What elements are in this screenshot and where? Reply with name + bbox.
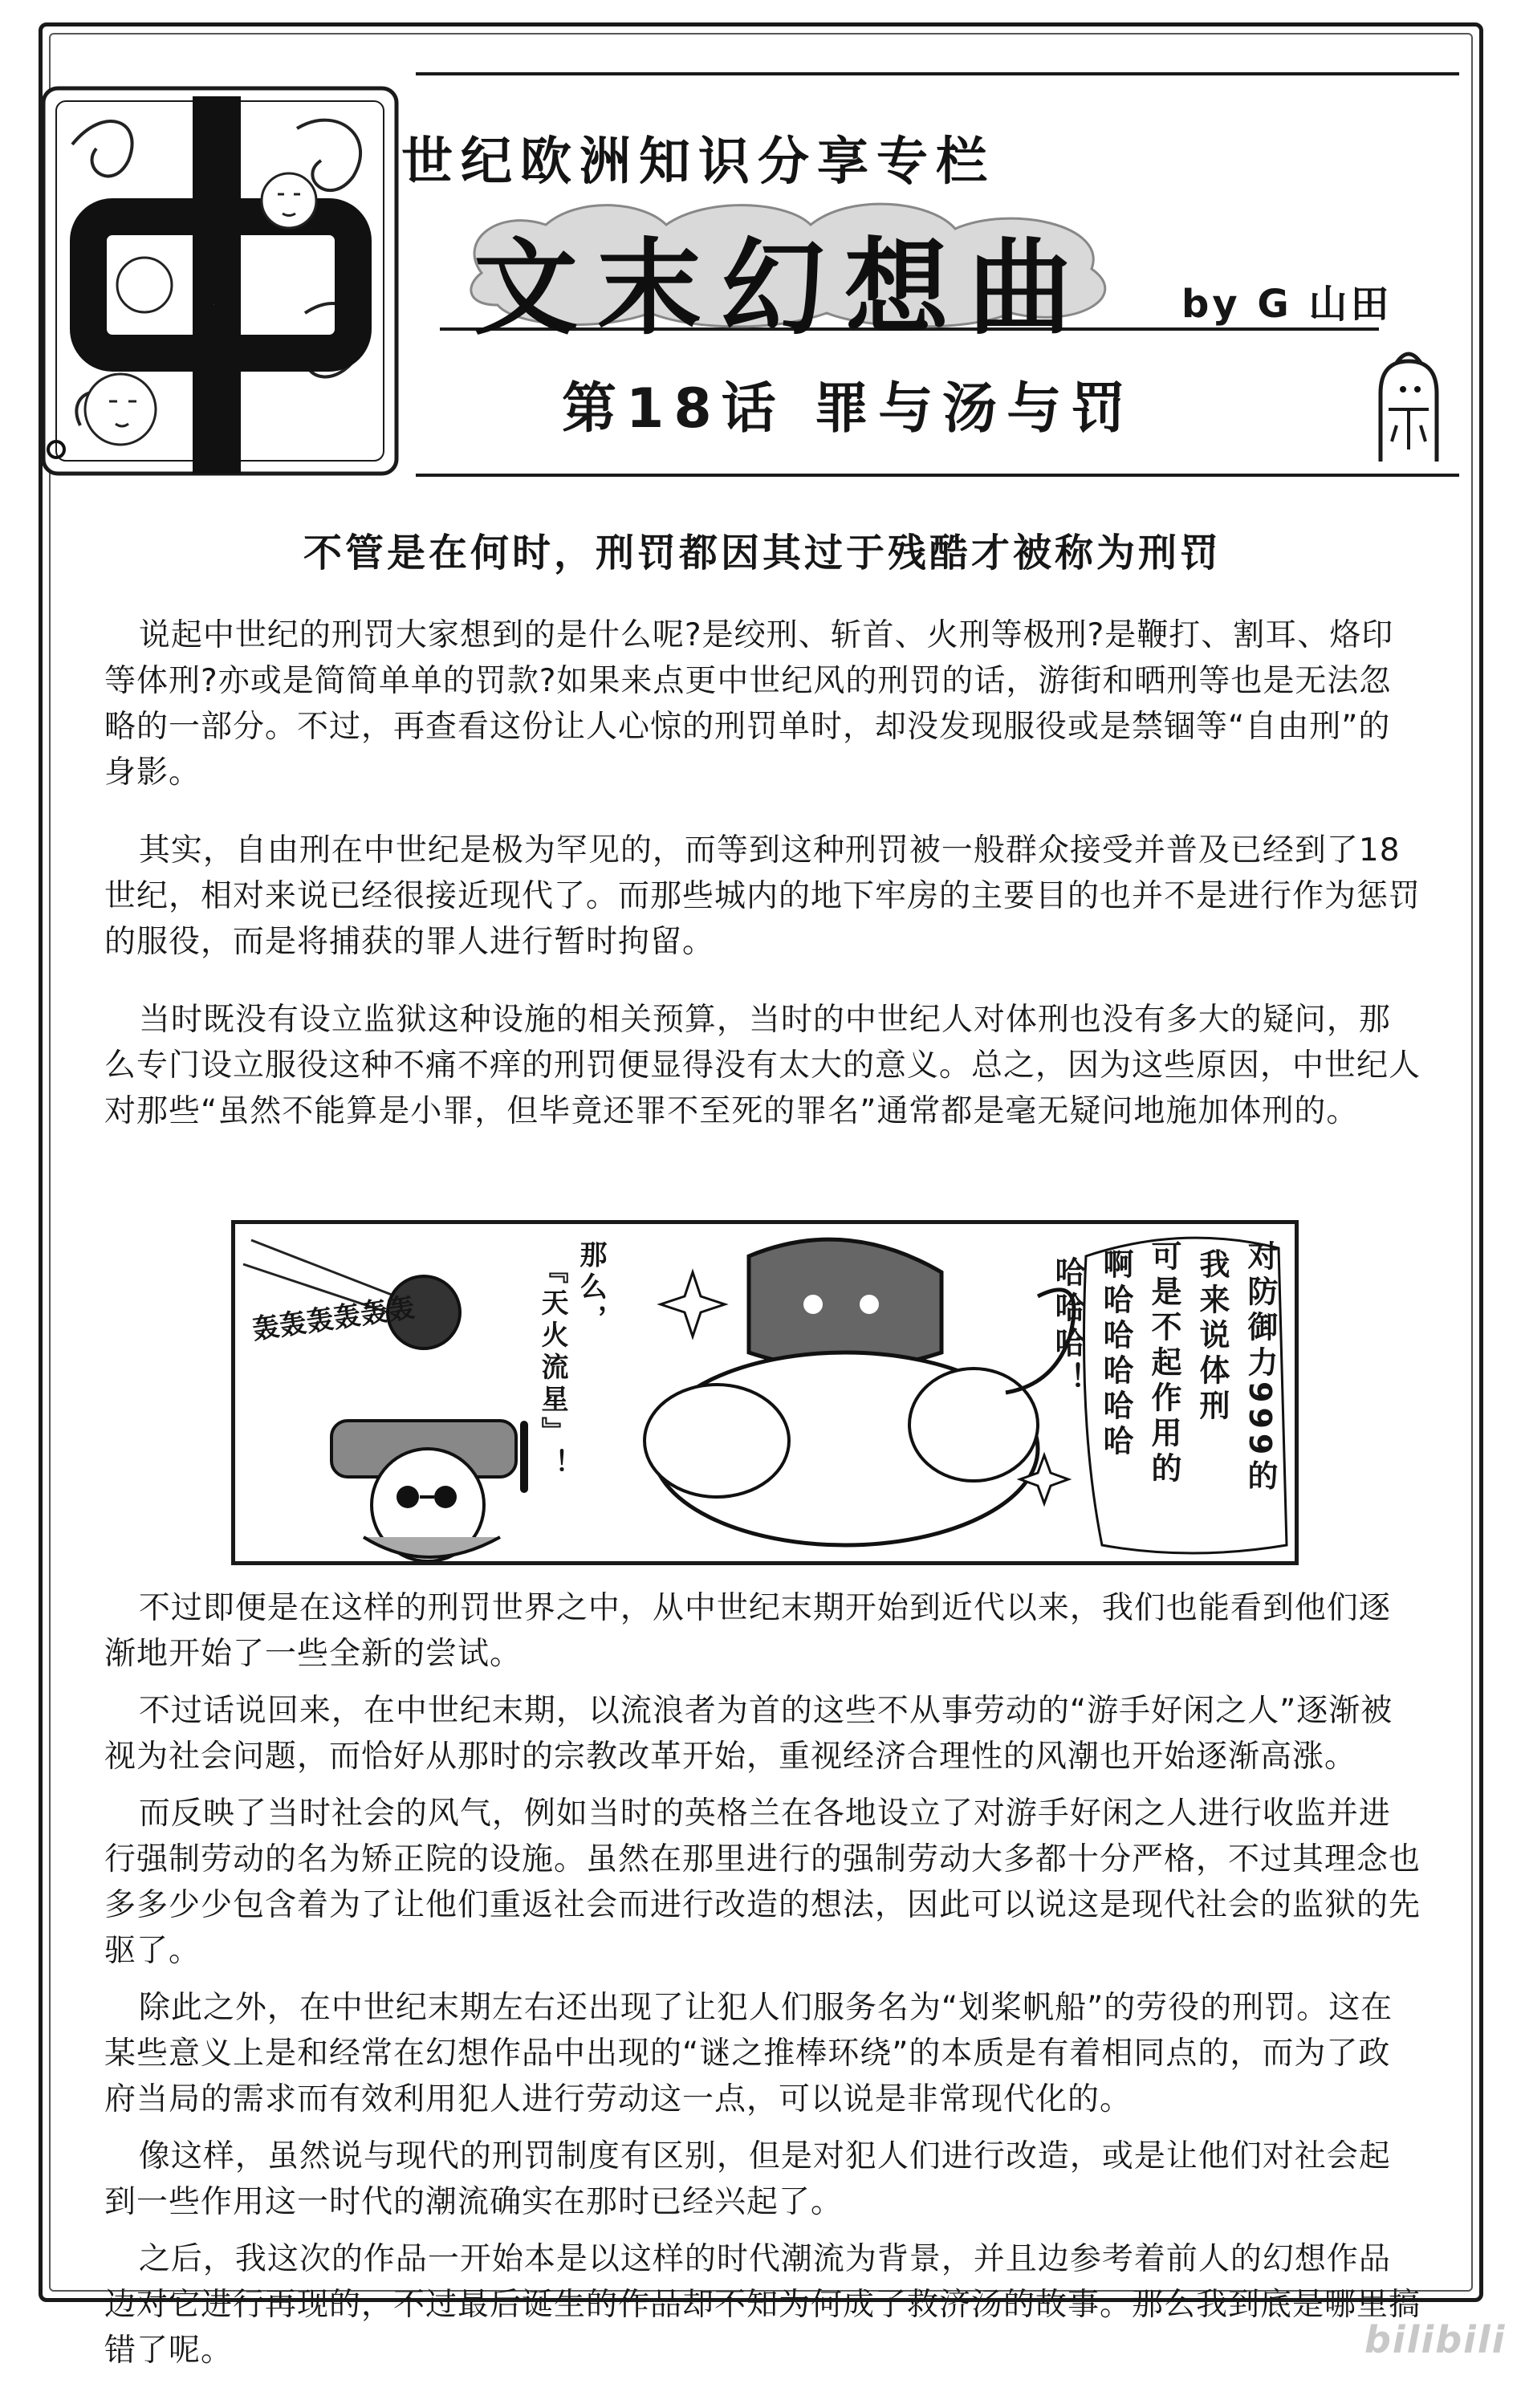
article-headline: 不管是在何时，刑罚都因其过于残酷才被称为刑罚 bbox=[303, 531, 1222, 576]
brute-line-5: 哈哈哈！ bbox=[1050, 1256, 1085, 1397]
article-lower bbox=[104, 1585, 1421, 2385]
paragraph-2: 其实，自由刑在中世纪是极为罕见的，而等到这种刑罚被一般群众接受并普及已经到了18世纪，相对来说已经很接近现代了。而那些城内的地下牢房的主要目的也并不是进行作为惩罚的服役，而是将捕获的罪人进行暂时拘留。 bbox=[104, 832, 1421, 960]
brute-line-2: 我来说体刑 bbox=[1194, 1248, 1230, 1425]
episode-title: 第18话 罪与汤与罚 bbox=[562, 377, 1136, 441]
bilibili-watermark: bilibili bbox=[1364, 2318, 1507, 2361]
header-bottom-rule bbox=[416, 474, 1459, 477]
paragraph-3: 当时既没有设立监狱这种设施的相关预算，当时的中世纪人对体刑也没有多大的疑问，那么专门设立服役这种不痛不痒的刑罚便显得没有太大的意义。总之，因为这些原因，中世纪人对那些“虽然不能算是小罪，但毕竟还罪不至死的罪名”通常都是毫无疑问地施加体刑的。 bbox=[104, 1002, 1421, 1129]
paragraph-6: 而反映了当时社会的风气，例如当时的英格兰在各地设立了对游手好闲之人进行收监并进行强制劳动的名为矫正院的设施。虽然在那里进行的强制劳动大多都十分严格，不过其理念也多多少少包含着为了让他们重返社会而进行改造的想法，因此可以说这是现代社会的监狱的先驱了。 bbox=[104, 1796, 1421, 1969]
comic-panel bbox=[231, 1220, 1299, 1565]
illuminated-letter-logo bbox=[32, 64, 409, 498]
paragraph-8: 像这样，虽然说与现代的刑罚制度有区别，但是对犯人们进行改造，或是让他们对社会起到一些作用这一时代的潮流确实在那时已经兴起了。 bbox=[104, 2138, 1391, 2220]
paragraph-4: 不过即便是在这样的刑罚世界之中，从中世纪末期开始到近代以来，我们也能看到他们逐渐地开始了一些全新的尝试。 bbox=[104, 1590, 1391, 1672]
author-credit: by G 山田 bbox=[1181, 282, 1393, 327]
column-kicker: 世纪欧洲知识分享专栏 bbox=[401, 132, 995, 192]
caster-line-2: 『天火流星』！ bbox=[536, 1256, 568, 1481]
brute-line-1: 对防御力999的 bbox=[1242, 1240, 1278, 1495]
brute-line-4: 啊哈哈哈哈哈 bbox=[1098, 1248, 1133, 1460]
impact-sound-effect: 轰轰轰轰轰轰 bbox=[250, 1291, 417, 1346]
article-upper bbox=[104, 522, 1421, 1166]
paragraph-9: 之后，我这次的作品一开始本是以这样的时代潮流为背景，并且边参考着前人的幻想作品边对它进行再现的，不过最后诞生的作品却不知为何成了救济汤的故事。那么我到底是哪里搞错了呢。 bbox=[104, 2241, 1421, 2369]
mascot-icon bbox=[1364, 345, 1453, 466]
caster-line-1: 那么， bbox=[575, 1240, 607, 1336]
paragraph-5: 不过话说回来，在中世纪末期，以流浪者为首的这些不从事劳动的“游手好闲之人”逐渐被视为社会问题，而恰好从那时的宗教改革开始，重视经济合理性的风潮也开始逐渐高涨。 bbox=[104, 1693, 1393, 1775]
paragraph-7: 除此之外，在中世纪末期左右还出现了让犯人们服务名为“划桨帆船”的劳役的刑罚。这在某些意义上是和经常在幻想作品中出现的“谜之推棒环绕”的本质是有着相同点的，而为了政府当局的需求而有效利用犯人进行劳动这一点，可以说是非常现代化的。 bbox=[104, 1990, 1393, 2117]
paragraph-1: 说起中世纪的刑罚大家想到的是什么呢?是绞刑、斩首、火刑等极刑?是鞭打、割耳、烙印等体刑?亦或是简简单单的罚款?如果来点更中世纪风的刑罚的话，游街和晒刑等也是无法忽略的一部分。不过，再查看这份让人心惊的刑罚单时，却没发现服役或是禁锢等“自由刑”的身影。 bbox=[104, 617, 1394, 791]
brute-line-3: 可是不起作用的 bbox=[1146, 1240, 1181, 1487]
header-top-rule bbox=[416, 72, 1459, 75]
column-title: 文末幻想曲 bbox=[474, 227, 1092, 349]
